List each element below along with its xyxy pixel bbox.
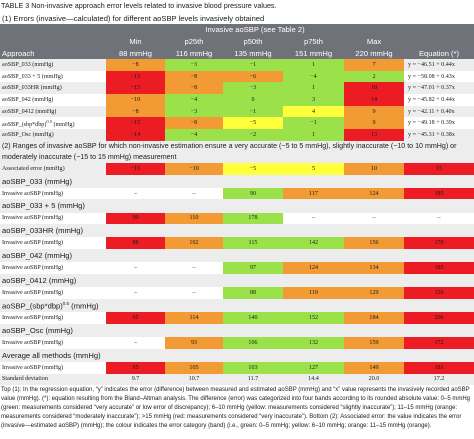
range-cell: 129 bbox=[344, 287, 404, 299]
range-cell: 102 bbox=[165, 237, 223, 249]
header-blank-3 bbox=[404, 35, 474, 47]
range-cell: 119 bbox=[283, 287, 344, 299]
error-cell: −3 bbox=[165, 106, 223, 118]
header-group-row bbox=[0, 24, 474, 35]
error-cell: −8 bbox=[106, 106, 165, 118]
average-values-row bbox=[0, 362, 474, 374]
range-cell: – bbox=[106, 287, 165, 299]
associated-error-cell: −10 bbox=[165, 163, 223, 175]
range-cell: – bbox=[106, 262, 165, 274]
method-title: aoSBP_042 (mmHg) bbox=[0, 249, 474, 262]
error-cell: −6 bbox=[223, 71, 283, 83]
range-cell: – bbox=[283, 213, 344, 225]
table-caption: TABLE 3 Non-invasive approach error levels related to invasive blood pressure values. bbox=[1, 1, 277, 10]
range-cell: 90 bbox=[223, 188, 283, 200]
standard-deviation-row bbox=[0, 374, 474, 386]
error-cell: 1 bbox=[283, 129, 344, 141]
equation-cell: y = −45.31 + 0.38x bbox=[404, 129, 474, 141]
error-cell: 2 bbox=[344, 71, 404, 83]
sd-cell: 14.4 bbox=[283, 374, 344, 386]
method-title-row bbox=[0, 299, 474, 312]
header-columns-row bbox=[0, 35, 474, 47]
sd-cell: 20.0 bbox=[344, 374, 404, 386]
method-title: aoSBP_Osc (mmHg) bbox=[0, 324, 474, 337]
error-cell: −1 bbox=[223, 59, 283, 71]
method-title-row bbox=[0, 224, 474, 237]
sd-label: Standard deviation bbox=[0, 374, 106, 386]
error-cell: 9 bbox=[344, 117, 404, 129]
header-blank-right bbox=[404, 24, 474, 35]
range-cell: 110 bbox=[165, 213, 223, 225]
row-label: aoSBP_033 + 5 (mmHg) bbox=[0, 71, 106, 83]
error-cell: −4 bbox=[283, 71, 344, 83]
row-label: aoSBP_Osc (mmHg) bbox=[0, 129, 106, 141]
method-values-row bbox=[0, 262, 474, 274]
row-label: aoSBP_042 (mmHg) bbox=[0, 94, 106, 106]
label-superscript: 0.5 bbox=[46, 118, 52, 124]
error-cell: −1 bbox=[223, 106, 283, 118]
invasive-aosbp-label: Invasive aoSBP (mmHg) bbox=[0, 287, 106, 299]
error-cell: −3 bbox=[165, 59, 223, 71]
error-cell: 9 bbox=[344, 106, 404, 118]
error-cell: −15 bbox=[106, 82, 165, 94]
method-title: aoSBP_033HR (mmHg) bbox=[0, 224, 474, 237]
range-cell: 206 bbox=[404, 312, 474, 324]
method-values-row bbox=[0, 188, 474, 200]
error-levels-table bbox=[0, 12, 474, 385]
row-label: aoSBP_033 (mmHg) bbox=[0, 59, 106, 71]
range-cell: 97 bbox=[223, 262, 283, 274]
equation-cell: y = −47.01 + 0.37x bbox=[404, 82, 474, 94]
error-cell: −15 bbox=[106, 117, 165, 129]
range-cell: 159 bbox=[344, 337, 404, 349]
method-title: aoSBP_033 + 5 (mmHg) bbox=[0, 199, 474, 212]
average-cell: 103 bbox=[223, 362, 283, 374]
header-blank-2 bbox=[0, 35, 106, 47]
error-cell: −2 bbox=[223, 129, 283, 141]
error-cell: 0 bbox=[223, 94, 283, 106]
error-cell: −8 bbox=[165, 71, 223, 83]
header-equation: Equation (*) bbox=[404, 47, 474, 59]
header-level-2: 135 mmHg bbox=[223, 47, 283, 59]
header-col-0: Min bbox=[106, 35, 165, 47]
invasive-aosbp-label: Invasive aoSBP (mmHg) bbox=[0, 237, 106, 249]
range-cell: 172 bbox=[404, 337, 474, 349]
range-cell: – bbox=[165, 287, 223, 299]
range-cell: 117 bbox=[283, 188, 344, 200]
error-cell: −1 bbox=[283, 117, 344, 129]
range-cell: – bbox=[404, 213, 474, 225]
row-label bbox=[0, 117, 106, 129]
section1-row bbox=[0, 71, 474, 83]
average-cell: 95 bbox=[106, 362, 165, 374]
range-cell: 95 bbox=[106, 312, 165, 324]
section1-row bbox=[0, 82, 474, 94]
equation-cell: y = −45.82 + 0.44x bbox=[404, 94, 474, 106]
method-title: aoSBP_033 (mmHg) bbox=[0, 175, 474, 188]
equation-cell: y = −58.08 + 0.43x bbox=[404, 71, 474, 83]
error-cell: 1 bbox=[283, 82, 344, 94]
average-invasive-label: Invasive aoSBP (mmHg) bbox=[0, 362, 106, 374]
error-cell: 1 bbox=[283, 59, 344, 71]
method-title bbox=[0, 299, 474, 312]
error-cell: −10 bbox=[106, 94, 165, 106]
header-group-label: Invasive aoSBP (see Table 2) bbox=[106, 24, 404, 35]
section1-row bbox=[0, 59, 474, 71]
range-cell: 106 bbox=[223, 337, 283, 349]
range-cell: – bbox=[165, 262, 223, 274]
error-cell: 18 bbox=[344, 82, 404, 94]
section1-row bbox=[0, 94, 474, 106]
method-title-row bbox=[0, 274, 474, 287]
associated-error-cell: −15 bbox=[106, 163, 165, 175]
range-cell: 152 bbox=[283, 312, 344, 324]
row-label: aoSBP_033HR (mmHg) bbox=[0, 82, 106, 94]
error-cell: 3 bbox=[283, 94, 344, 106]
error-cell: 13 bbox=[344, 129, 404, 141]
range-cell: 124 bbox=[283, 262, 344, 274]
average-cell: 105 bbox=[165, 362, 223, 374]
equation-cell: y = −42.11 + 0.40x bbox=[404, 106, 474, 118]
average-cell: 127 bbox=[283, 362, 344, 374]
row-label: aoSBP_0412 (mmHg) bbox=[0, 106, 106, 118]
header-level-0: 88 mmHg bbox=[106, 47, 165, 59]
method-title-row bbox=[0, 199, 474, 212]
method-values-row bbox=[0, 237, 474, 249]
footnote-text: Top (1): In the regression equation, “y” indicates the error (difference) between measured and estimated aoSBP (mmHg) and “x” value represents the invasively recorded aoSBP value (mmHg). (*): equation resulting from the Bland–Altman analysis. The difference (error) was categorized into four bands according to its rounded absolute value: 0–5 mmHg (green: measurements considered “very accurate” or low error of discrepancy); 6–10 mmHg (yellow: measurements considered “slightly inaccurate”); 11–15 mmHg (orange: measurements considered “moderately inaccurate”); >15 mmHg (red: measurements considered “very inaccurate”). Bottom (2): Associated error: the value indicates the error (invasive—estimated aoSBP) (mmHg); the colour indicates the error category (band) (i.e., green: 0–5 mmHg; yellow: 6–10 mmHg; orange: 11–15 mmHg (orange). bbox=[1, 387, 471, 430]
method-values-row bbox=[0, 312, 474, 324]
label-text: aoSBP_(sbp*dbp) bbox=[2, 121, 47, 128]
range-cell: 156 bbox=[344, 237, 404, 249]
invasive-aosbp-label: Invasive aoSBP (mmHg) bbox=[0, 188, 106, 200]
method-title-row bbox=[0, 249, 474, 262]
range-cell: 93 bbox=[165, 337, 223, 349]
average-title-row bbox=[0, 349, 474, 362]
table-footnotes bbox=[1, 386, 473, 431]
range-cell: – bbox=[344, 213, 404, 225]
sd-cell: 17.2 bbox=[404, 374, 474, 386]
error-cell: −8 bbox=[165, 117, 223, 129]
range-cell: – bbox=[165, 188, 223, 200]
label-suffix: (mmHg) bbox=[69, 301, 99, 311]
range-cell: 185 bbox=[404, 188, 474, 200]
label-superscript: 0.5 bbox=[62, 300, 70, 306]
label-text: aoSBP_(sbp*dbp) bbox=[2, 301, 63, 311]
header-col-4: Max bbox=[344, 35, 404, 47]
associated-error-cell: −5 bbox=[223, 163, 283, 175]
error-cell: 14 bbox=[344, 94, 404, 106]
method-values-row bbox=[0, 213, 474, 225]
invasive-aosbp-label: Invasive aoSBP (mmHg) bbox=[0, 312, 106, 324]
associated-error-cell: 15 bbox=[404, 163, 474, 175]
invasive-aosbp-label: Invasive aoSBP (mmHg) bbox=[0, 337, 106, 349]
range-cell: 88 bbox=[106, 237, 165, 249]
range-cell: 184 bbox=[344, 312, 404, 324]
range-cell: 88 bbox=[223, 287, 283, 299]
error-cell: −14 bbox=[106, 129, 165, 141]
range-cell: – bbox=[106, 188, 165, 200]
section1-row bbox=[0, 106, 474, 118]
error-cell: 7 bbox=[344, 59, 404, 71]
method-title-row bbox=[0, 324, 474, 337]
header-approach: Approach bbox=[0, 47, 106, 59]
section1-title-row bbox=[0, 12, 474, 24]
invasive-aosbp-label: Invasive aoSBP (mmHg) bbox=[0, 262, 106, 274]
invasive-aosbp-label: Invasive aoSBP (mmHg) bbox=[0, 213, 106, 225]
error-cell: −8 bbox=[106, 59, 165, 71]
associated-error-row bbox=[0, 163, 474, 175]
method-title: aoSBP_0412 (mmHg) bbox=[0, 274, 474, 287]
sd-cell: 10.7 bbox=[165, 374, 223, 386]
method-values-row bbox=[0, 287, 474, 299]
header-col-3: p75th bbox=[283, 35, 344, 47]
average-title: Average all methods (mmHg) bbox=[0, 349, 474, 362]
error-cell: −5 bbox=[223, 117, 283, 129]
error-cell: 4 bbox=[283, 106, 344, 118]
average-cell: 181 bbox=[404, 362, 474, 374]
range-cell: 99 bbox=[106, 213, 165, 225]
range-cell: 115 bbox=[223, 237, 283, 249]
associated-error-cell: 10 bbox=[344, 163, 404, 175]
range-cell: 185 bbox=[404, 262, 474, 274]
range-cell: 114 bbox=[165, 312, 223, 324]
equation-cell: y = −46.51 + 0.44x bbox=[404, 59, 474, 71]
error-cell: −4 bbox=[165, 94, 223, 106]
method-title-row bbox=[0, 175, 474, 188]
sd-cell: 11.7 bbox=[223, 374, 283, 386]
range-cell: 156 bbox=[404, 287, 474, 299]
section1-row bbox=[0, 129, 474, 141]
header-col-1: p25th bbox=[165, 35, 223, 47]
method-values-row bbox=[0, 337, 474, 349]
section2-title: (2) Ranges of invasive aoSBP for which non-invasive estimation ensure a very accurate (−5 to 5 mmHg), slightly inaccurate (−10 to 10 mmHg) or moderately inaccurate (−15 to 15 mmHg) measurement bbox=[0, 141, 474, 163]
range-cell: 178 bbox=[223, 213, 283, 225]
range-cell: 142 bbox=[283, 237, 344, 249]
sd-cell: 9.7 bbox=[106, 374, 165, 386]
range-cell: 170 bbox=[404, 237, 474, 249]
range-cell: – bbox=[106, 337, 165, 349]
range-cell: 140 bbox=[223, 312, 283, 324]
error-cell: −13 bbox=[106, 71, 165, 83]
range-cell: 132 bbox=[283, 337, 344, 349]
section1-row bbox=[0, 117, 474, 129]
range-cell: 134 bbox=[344, 262, 404, 274]
table-body bbox=[0, 12, 474, 385]
header-col-2: p50th bbox=[223, 35, 283, 47]
error-cell: −8 bbox=[165, 82, 223, 94]
header-blank bbox=[0, 24, 106, 35]
average-cell: 149 bbox=[344, 362, 404, 374]
error-cell: −3 bbox=[223, 82, 283, 94]
error-cell: −4 bbox=[165, 129, 223, 141]
header-levels-row bbox=[0, 47, 474, 59]
header-level-1: 116 mmHg bbox=[165, 47, 223, 59]
section2-title-row bbox=[0, 141, 474, 163]
header-level-3: 151 mmHg bbox=[283, 47, 344, 59]
equation-cell: y = −49.18 + 0.39x bbox=[404, 117, 474, 129]
associated-error-label: Associated error (mmHg) bbox=[0, 163, 106, 175]
section1-title: (1) Errors (invasive—calculated) for different aoSBP levels invasively obtained bbox=[0, 12, 474, 24]
label-suffix: (mmHg) bbox=[51, 121, 75, 128]
range-cell: 124 bbox=[344, 188, 404, 200]
associated-error-cell: 5 bbox=[283, 163, 344, 175]
header-level-4: 220 mmHg bbox=[344, 47, 404, 59]
